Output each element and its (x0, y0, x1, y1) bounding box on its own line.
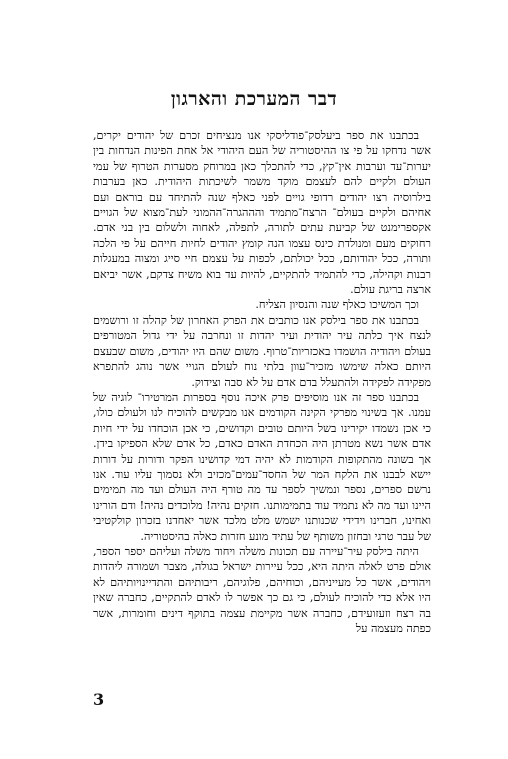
paragraph: וכך המשיכו כאלף שנה והנסיון הצליח. (255, 298, 419, 312)
body-text (93, 128, 431, 636)
page-title: דבר המערכת והארגון (170, 88, 338, 110)
paragraph: בכתבנו את ספר ביעלסק־פודליסקי אנו מנציחים זכרם של יהודים יקרים, אשר נדחקו על פי צו ההיסטוריה של העם היהודי אל אחת הפינות הנדחות בין יערות־עד וערבות אין־קץ, כדי להתכלך כאן במרוחק מסערות הטרוף של עמי העולם ולקיים להם לעצמם מוקד משמר לשיכתות היהודית. כאן בערבות בילרוסיה רצו יהודים רדופי גויים לפני כאלף שנה להתיחד עם בוראם ועם אחיהם ולקיים בעולם־ הרצח־מתמיד והההגרה־ההמוני לעת־מצוא של הגויים אקספרימנט של קביעת עתים לתורה, לתפלה, לאחוה ולשלום בין בני אדם. רחוקים מעם ומנולדת כינס עצמו הנה קומץ יהודים לחיות חייהם על פי הלכה ותורה, ככל יהודותם, ככל יכולתם, לכפות על עצמם חיי סייג ומצוה במעגלות רבנות וקהילה, כדי להתמיד להתקיים, להיות עד בוא משיח צדקם, אשר יביאם ארצה בריגת עולם. (93, 129, 431, 297)
page-number: 3 (93, 690, 105, 709)
paragraph: בכתבנו את ספר בילסק אנו כותבים את הפרק האחרון של קהלה זו ורושמים לנצח איך כלתה עיר יהודית ועיר יהדות זו ונחרבה על ידי גדול המטורפים בעולם ויהודיה הושמדו באכזריות־טרוף. משום שהם היו יהודים, משום שבעצם היותם כאלה שימשו מזכיר־עוון בלתי נוח לעולם הגויי אשר נוהג להתפרא מפקידה לפקידה ולהתעלל בדם אדם על לא סבה וצידוק. (93, 313, 431, 389)
paragraph: היתה בילסק עיר־עיירה עם תכונות משלה ויחוד משלה ועליהם יספר הספר, אולם פרט לאלה היתה היא, ככל עיירות ישראל בגולה, מצבר ושמורה ליהדות ויהודים, אשר כל מעייניהם, וכוחיהם, פלוגיהם, ריבותיהם והתדיינויותיהם לא היו אלא כדי להוכיח לעולם, כי גם כך אפשר לו לאדם להתקיים, כחברה שאין בה רצח וזעזועידם, כחברה אשר מקיימת עצמה בתוקף דינים וחומרות, אשר כפתה מעצמה על (93, 544, 431, 635)
paragraph: בכתבנו ספר זה אנו מוסיפים פרק איכה נוסף בספרות המרטירו־ לוגיה של עמנו. אך בשינוי מפרקי הקינה הקודמים אנו מבקשים להוכיח לנו ולעולם כולו, כי אכן נשמדו יקירינו בשל היותם טובים וקדושים, כי אכן הוכחדו על ידי חיות אדם אשר נשא מטרתן היה הכחדת האדם כאדם, כל אדם שלא הספיקו בידן. אך בשונה מהתקופות הקודמות לא יהיה דמי קדושינו הפקר ודורות על דורות יישא לבבנו את הלקח המר של החסד־עמים־מכזיב ולא נסמוך עליו עוד. אנו נרשם ספרים, נספר ונמשיך לספר עד מה טורף היה העולם ועד מה תמימים היינו ועד מה לא נתמיד עוד בתמימותנו. חזקים נהיה! מלוכדים נהיה! ודם הורינו ואחינו, חברינו וידידי שכנותנו ישמש מלט מלכד אשר יאחדנו בזכרון קולקטיבי של עבר טרגי ובחזון משותף של עתיד מונע חזרות כאלה בהיסטוריה. (93, 390, 431, 543)
